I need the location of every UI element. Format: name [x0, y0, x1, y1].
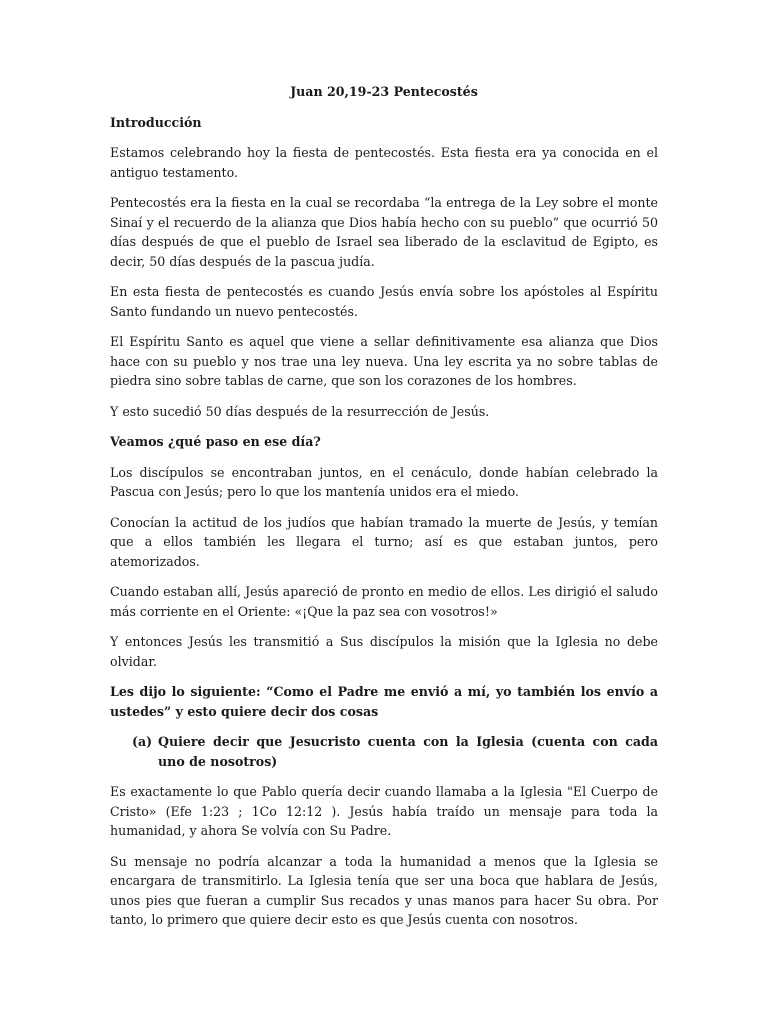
paragraph-11: Es exactamente lo que Pablo quería decir cuando llamaba a la Iglesia "El Cuerpo de Cristo» (Efe 1:23 ; 1Co 12:12 ). Jesús había traído un mensaje para toda la humanidad, y ahora Se volvía con Su Padre. [110, 784, 658, 838]
document-page [110, 82, 658, 941]
list-item-a-text: Quiere decir que Jesucristo cuenta con la Iglesia (cuenta con cada uno de nosotros) [158, 734, 658, 769]
document-title: Juan 20,19-23 Pentecostés [290, 84, 478, 99]
paragraph-8: Cuando estaban allí, Jesús apareció de pronto en medio de ellos. Les dirigió el saludo más corriente en el Oriente: «¡Que la paz sea con vosotros!» [110, 584, 658, 619]
paragraph-3: En esta fiesta de pentecostés es cuando Jesús envía sobre los apóstoles al Espíritu Santo fundando un nuevo pentecostés. [110, 284, 658, 319]
paragraph-1: Estamos celebrando hoy la fiesta de pentecostés. Esta fiesta era ya conocida en el antiguo testamento. [110, 145, 658, 180]
paragraph-5: Y esto sucedió 50 días después de la resurrección de Jesús. [110, 403, 490, 419]
paragraph-9: Y entonces Jesús les transmitió a Sus discípulos la misión que la Iglesia no debe olvidar. [110, 634, 658, 669]
bold-paragraph-10: Les dijo lo siguiente: “Como el Padre me envió a mí, yo también los envío a ustedes” y esto quiere decir dos cosas [110, 684, 658, 719]
section-heading-2: Veamos ¿qué paso en ese día? [110, 434, 321, 449]
paragraph-2: Pentecostés era la fiesta en la cual se recordaba “la entrega de la Ley sobre el monte Sinaí y el recuerdo de la alianza que Dios había hecho con su pueblo” que ocurrió 50 días después de que el pueblo de Israel sea liberado de la esclavitud de Egipto, es decir, 50 días después de la pascua judía. [110, 195, 658, 269]
list-marker-a: (a) [132, 734, 153, 749]
list-item-a [110, 732, 658, 771]
paragraph-12: Su mensaje no podría alcanzar a toda la humanidad a menos que la Iglesia se encargara de transmitirlo. La Iglesia tenía que ser una boca que hablara de Jesús, unos pies que fueran a cumplir Sus recados y unas manos para hacer Su obra. Por tanto, lo primero que quiere decir esto es que Jesús cuenta con nosotros. [110, 853, 658, 927]
paragraph-4: El Espíritu Santo es aquel que viene a sellar definitivamente esa alianza que Dios hace con su pueblo y nos trae una ley nueva. Una ley escrita ya no sobre tablas de piedra sino sobre tablas de carne, que son los corazones de los hombres. [110, 334, 658, 388]
intro-heading: Introducción [110, 114, 202, 130]
paragraph-6: Los discípulos se encontraban juntos, en el cenáculo, donde habían celebrado la Pascua con Jesús; pero lo que los mantenía unidos era el miedo. [110, 464, 658, 499]
paragraph-7: Conocían la actitud de los judíos que habían tramado la muerte de Jesús, y temían que a ellos también les llegara el turno; así es que estaban juntos, pero atemorizados. [110, 514, 658, 569]
